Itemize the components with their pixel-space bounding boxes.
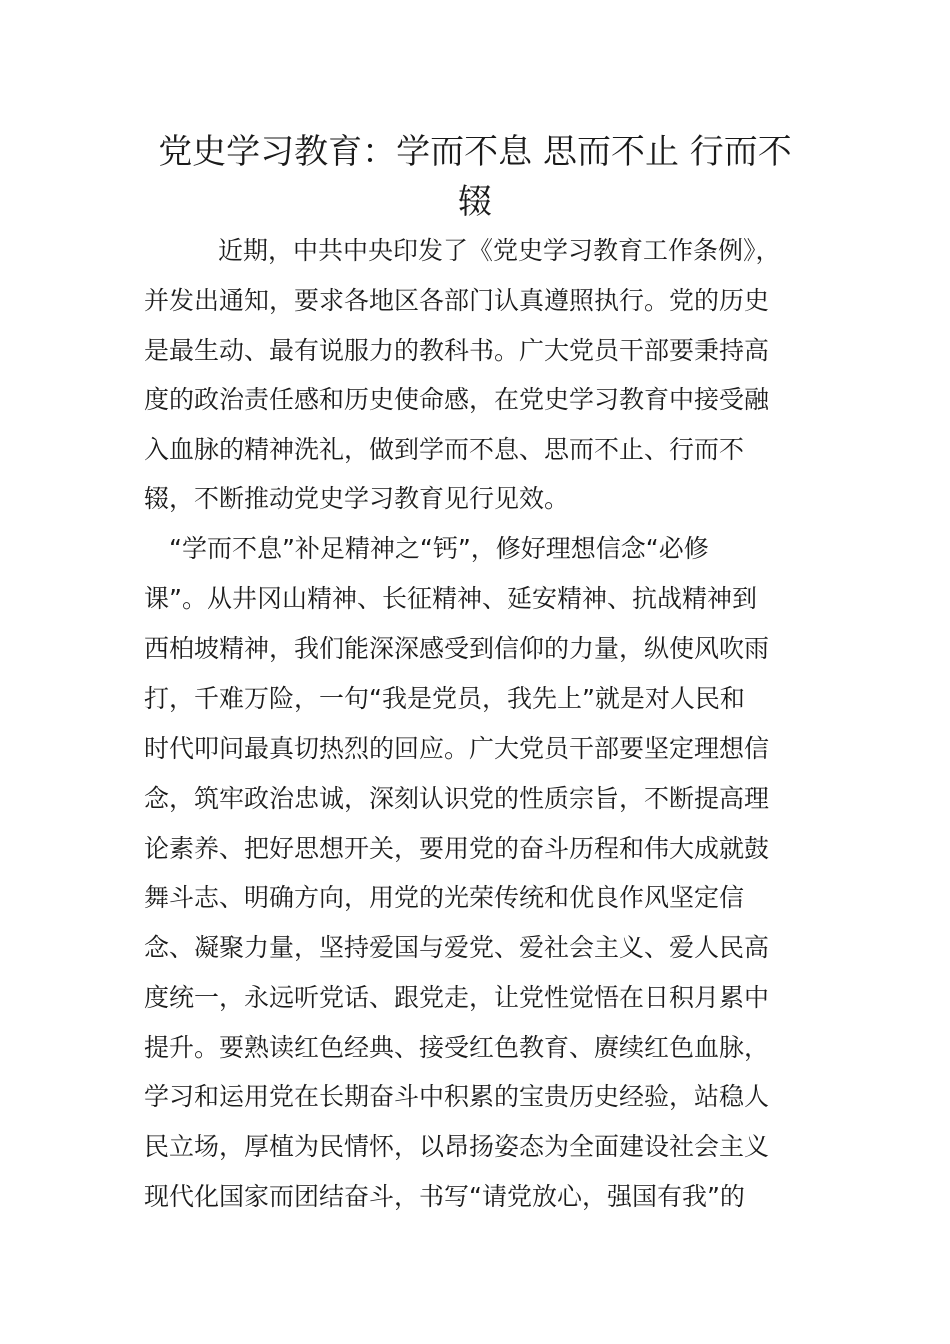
paragraph-2-line-1: “学而不息”补足精神之“钙”，修好理想信念“必修 (169, 534, 709, 563)
paragraph-2-line-9: 念、凝聚力量，坚持爱国与爱党、爱社会主义、爱人民高 (144, 933, 770, 962)
paragraph-2-line-12: 学习和运用党在长期奋斗中积累的宝贵历史经验，站稳人 (144, 1082, 770, 1111)
paragraph-1-line-5: 入血脉的精神洗礼，做到学而不息、思而不止、行而不 (144, 435, 745, 464)
paragraph-2-line-2: 课”。从井冈山精神、长征精神、延安精神、抗战精神到 (144, 584, 757, 613)
document-title-line-2: 辍 (458, 182, 492, 222)
paragraph-2-line-10: 度统一，永远听党话、跟党走，让党性觉悟在日积月累中 (144, 983, 770, 1012)
paragraph-2-line-6: 念，筑牢政治忠诚，深刻认识党的性质宗旨，不断提高理 (144, 784, 770, 813)
paragraph-2-line-4: 打，千难万险，一句“我是党员，我先上”就是对人民和 (144, 684, 745, 713)
paragraph-2-line-7: 论素养、把好思想开关，要用党的奋斗历程和伟大成就鼓 (144, 834, 770, 863)
paragraph-2-line-11: 提升。要熟读红色经典、接受红色教育、赓续红色血脉， (144, 1033, 770, 1062)
paragraph-2-line-5: 时代叩问最真切热烈的回应。广大党员干部要坚定理想信 (144, 734, 770, 763)
paragraph-1-line-4: 度的政治责任感和历史使命感，在党史学习教育中接受融 (144, 385, 770, 414)
paragraph-2-line-13: 民立场，厚植为民情怀，以昂扬姿态为全面建设社会主义 (144, 1132, 770, 1161)
paragraph-2-line-14: 现代化国家而团结奋斗，书写“请党放心，强国有我”的 (144, 1182, 745, 1211)
paragraph-1-line-6: 辍，不断推动党史学习教育见行见效。 (144, 484, 570, 513)
paragraph-1-line-3: 是最生动、最有说服力的教科书。广大党员干部要秉持高 (144, 336, 770, 365)
paragraph-1-line-1: 近期，中共中央印发了《党史学习教育工作条例》， (218, 236, 781, 265)
document-title-line-1: 党史学习教育：学而不息 思而不止 行而不 (158, 132, 792, 172)
paragraph-2-line-3: 西柏坡精神，我们能深深感受到信仰的力量，纵使风吹雨 (144, 634, 770, 663)
paragraph-1-line-2: 并发出通知，要求各地区各部门认真遵照执行。党的历史 (144, 286, 770, 315)
paragraph-2-line-8: 舞斗志、明确方向，用党的光荣传统和优良作风坚定信 (144, 883, 745, 912)
